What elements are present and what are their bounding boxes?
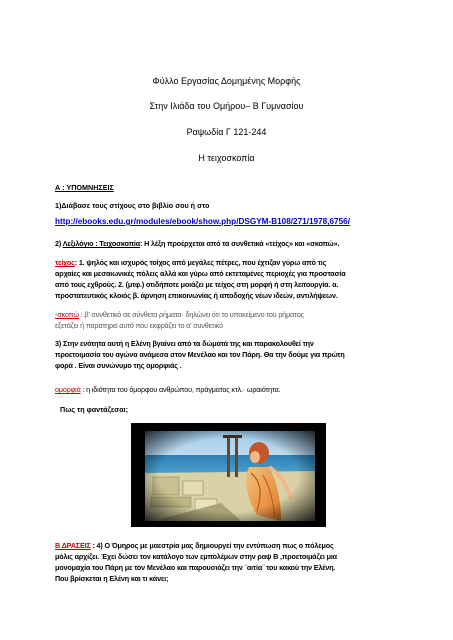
vocabulary-text: : Η λέξη προέρχεται από τα συνθετικά «τείχος» και «σκοπώ». bbox=[140, 239, 340, 248]
imagine-question: Πως τη φαντάζεσαι; bbox=[60, 405, 129, 414]
skopo-label: -σκοπώ bbox=[55, 310, 79, 319]
teichos-line-1 bbox=[55, 257, 400, 268]
skopo-line-1 bbox=[55, 309, 400, 320]
teichos-line-4: προστατευτικός κλοιός β. άρνηση επικοινωνίας ή αποδοχής νέων ιδεών, αντιλήψεων. bbox=[55, 291, 338, 300]
worksheet-subtitle: Στην Ιλιάδα του Ομήρου– Β Γυμνασίου bbox=[149, 101, 304, 111]
topic-title: Η τειχοσκοπία bbox=[198, 153, 255, 163]
skopo-text: : β' συνθετικό σε σύνθετα ρήματα· δηλώνει ότι το υποκείμενο του ρήματος bbox=[78, 310, 304, 319]
section-b-line-3: μονομαχία του Πάρη με τον Μενέλαο και παρουσιάζει την ¨αιτία¨ του κακού την Ελένη. bbox=[55, 563, 336, 572]
omorfia-text: : η ιδιότητα του όμορφου ανθρώπου, πράγματος κτλ.· ωραιότητα. bbox=[80, 385, 281, 394]
item-2-number: 2) bbox=[55, 239, 62, 248]
ebook-link[interactable]: http://ebooks.edu.gr/modules/ebook/show.php/DSGYM-B108/271/1978,6756/ bbox=[55, 217, 350, 226]
ebook-link-row bbox=[55, 216, 400, 227]
item-3-line-2: προετοιμασία του αγώνα ανάμεσα στον Μενέλαο και τον Πάρη. Θα την δούμε για πρώτη bbox=[55, 350, 345, 359]
rhapsody-range: Ραψωδία Γ 121-244 bbox=[186, 127, 267, 137]
section-b-question: Που βρίσκεται η Ελένη και τι κάνει; bbox=[55, 574, 169, 583]
teichos-line-3: από τους εχθρούς. 2. (μτφ.) οτιδήποτε μοιάζει με τείχος στη μορφή ή στη λειτουργία. α. bbox=[55, 280, 339, 289]
item-3-line-3: φορά . Είναι συνώνυμο της ομορφιάς . bbox=[55, 361, 182, 370]
omorfia-row bbox=[55, 384, 400, 395]
section-b-line-1 bbox=[55, 540, 400, 551]
worksheet-title: Φύλλο Εργασίας Δομημένης Μορφής bbox=[152, 76, 301, 86]
section-b-heading: Β ΔΡΑΣΕΙΣ bbox=[55, 541, 91, 550]
section-a-heading: Α : ΥΠΟΜΝΗΣΕΙΣ bbox=[55, 183, 114, 192]
item-3-line-1: 3) Στην ενότητα αυτή η Ελένη βγαίνει από τα δώματά της και παρακολουθεί την bbox=[55, 339, 314, 348]
helen-illustration bbox=[131, 423, 326, 527]
omorfia-label: ομορφιά bbox=[55, 385, 81, 394]
teichos-line-2: αρχαίες και μεσαιωνικές πόλεις αλλά και γύρω από εκτεταμένες περιοχές για προστασία bbox=[55, 269, 346, 278]
helen-illustration-art bbox=[131, 423, 326, 527]
item-1-text: 1)Διάβασε τους στίχους στο βιβλίο σου ή στο bbox=[55, 201, 210, 210]
section-b-line-2: μόλις αρχίζει. Έχει δώσει τον κατάλογο των εμπολέμων στην ραψ Β ,προετοιμάζει μια bbox=[55, 552, 337, 561]
skopo-line-2: εξετάζει ή παρατηρεί αυτό που εκφράζει το α' συνθετικό bbox=[55, 321, 224, 330]
vocabulary-label: Λεξιλόγιο : Τειχοσκοπία bbox=[62, 239, 141, 248]
item-2-row bbox=[55, 238, 400, 249]
teichos-text: : 1. ψηλός και ισχυρός τοίχος από μεγάλες πέτρες, που έχτιζαν γύρω από τις bbox=[74, 258, 327, 267]
section-b-intro: : 4) Ο Όμηρος με μαεστρία μας δημιουργεί την εντύπωση πως ο πόλεμος bbox=[90, 541, 334, 550]
teichos-label: τείχος bbox=[55, 258, 75, 267]
